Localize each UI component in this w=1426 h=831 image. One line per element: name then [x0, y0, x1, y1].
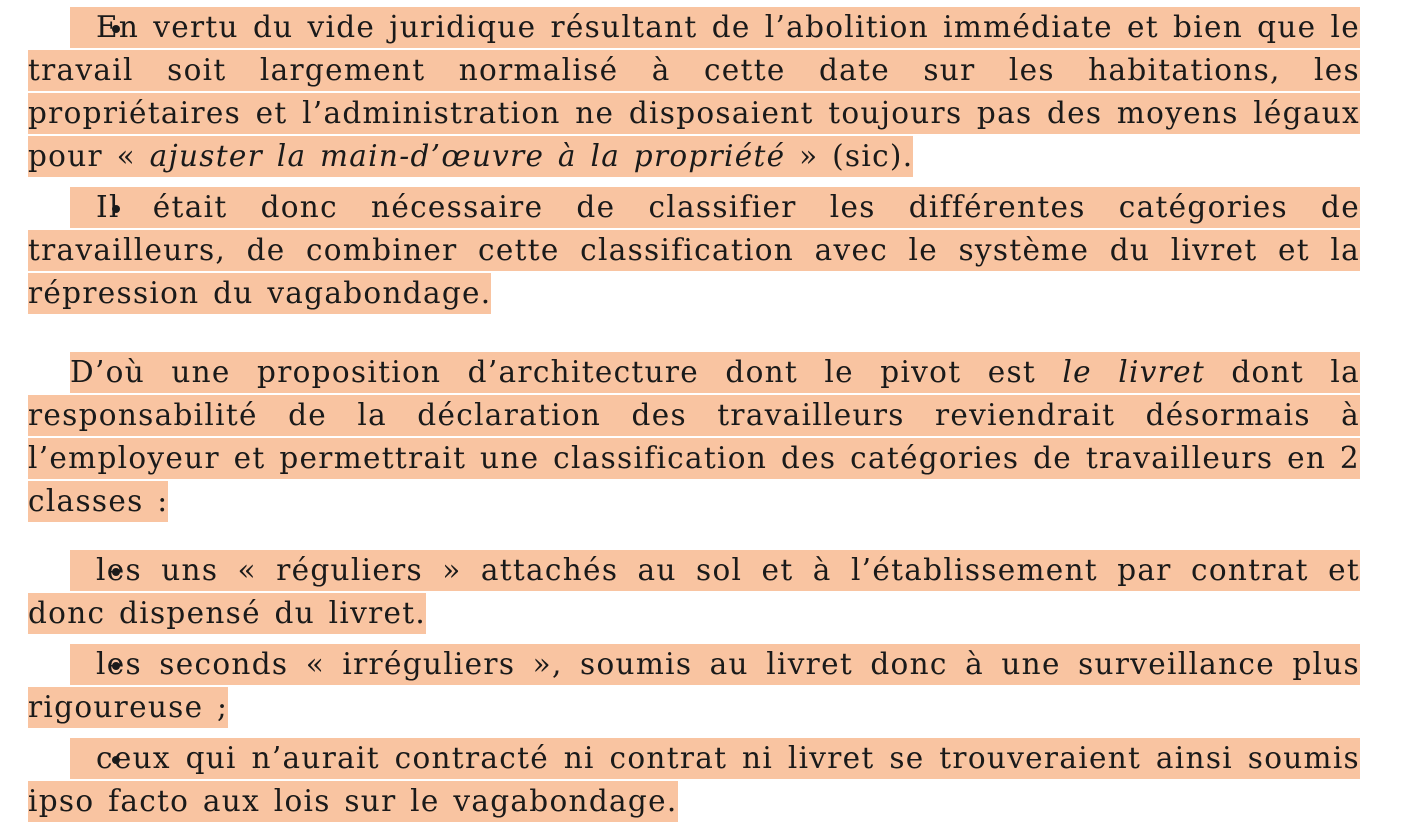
bullet-icon: [70, 549, 96, 592]
document-page: [28, 6, 1360, 823]
highlight-span: [28, 738, 1360, 822]
paragraph-architecture: [28, 351, 1360, 523]
bullet-icon: [70, 737, 96, 780]
italic-term: le livret: [1062, 355, 1205, 389]
bullet-item-abolition: [28, 6, 1360, 178]
highlight-span: [28, 7, 1360, 177]
bullet-item-classification: [28, 186, 1360, 315]
bullet-item-vagabondage: [28, 737, 1360, 823]
bullet-item-irreguliers: [28, 643, 1360, 729]
italic-quote: ajuster la main-d’œuvre à la propriété: [149, 139, 786, 173]
bullet-text: les seconds « irréguliers », soumis au livret donc à une surveillance plus rigoureuse ;: [28, 647, 1360, 724]
highlight-span: [28, 550, 1360, 634]
highlight-span: [28, 187, 1360, 314]
bullet-icon: [70, 186, 96, 229]
bullet-icon: [70, 6, 96, 49]
paragraph-text: D’où une proposition d’architecture dont le pivot est: [70, 355, 1063, 389]
bullet-text: ceux qui n’aurait contracté ni contrat ni livret se trouveraient ainsi soumis ipso facto aux lois sur le vagabondage.: [28, 741, 1360, 818]
paragraph-text-end: dont la responsabilité de la déclaration des travailleurs reviendrait désormais à l’employeur et permettrait une classification des catégories de travailleurs en 2 classes :: [28, 355, 1361, 518]
bullet-text: Il était donc nécessaire de classifier les différentes catégories de travailleurs, de combiner cette classification avec le système du livret et la répression du vagabondage.: [28, 190, 1360, 310]
highlight-span: [28, 644, 1360, 728]
bullet-text: En vertu du vide juridique résultant de l’abolition immédiate et bien que le travail soit largement normalisé à cette date sur les habitations, les propriétaires et l’administration ne disposaient toujours pas des moyens légaux pour «: [28, 10, 1360, 173]
bullet-item-reguliers: [28, 549, 1360, 635]
bullet-text: les uns « réguliers » attachés au sol et à l’établissement par contrat et donc dispensé du livret.: [28, 553, 1360, 630]
highlight-span: [28, 352, 1360, 522]
bullet-icon: [70, 643, 96, 686]
bullet-text-end: » (sic).: [785, 139, 914, 173]
